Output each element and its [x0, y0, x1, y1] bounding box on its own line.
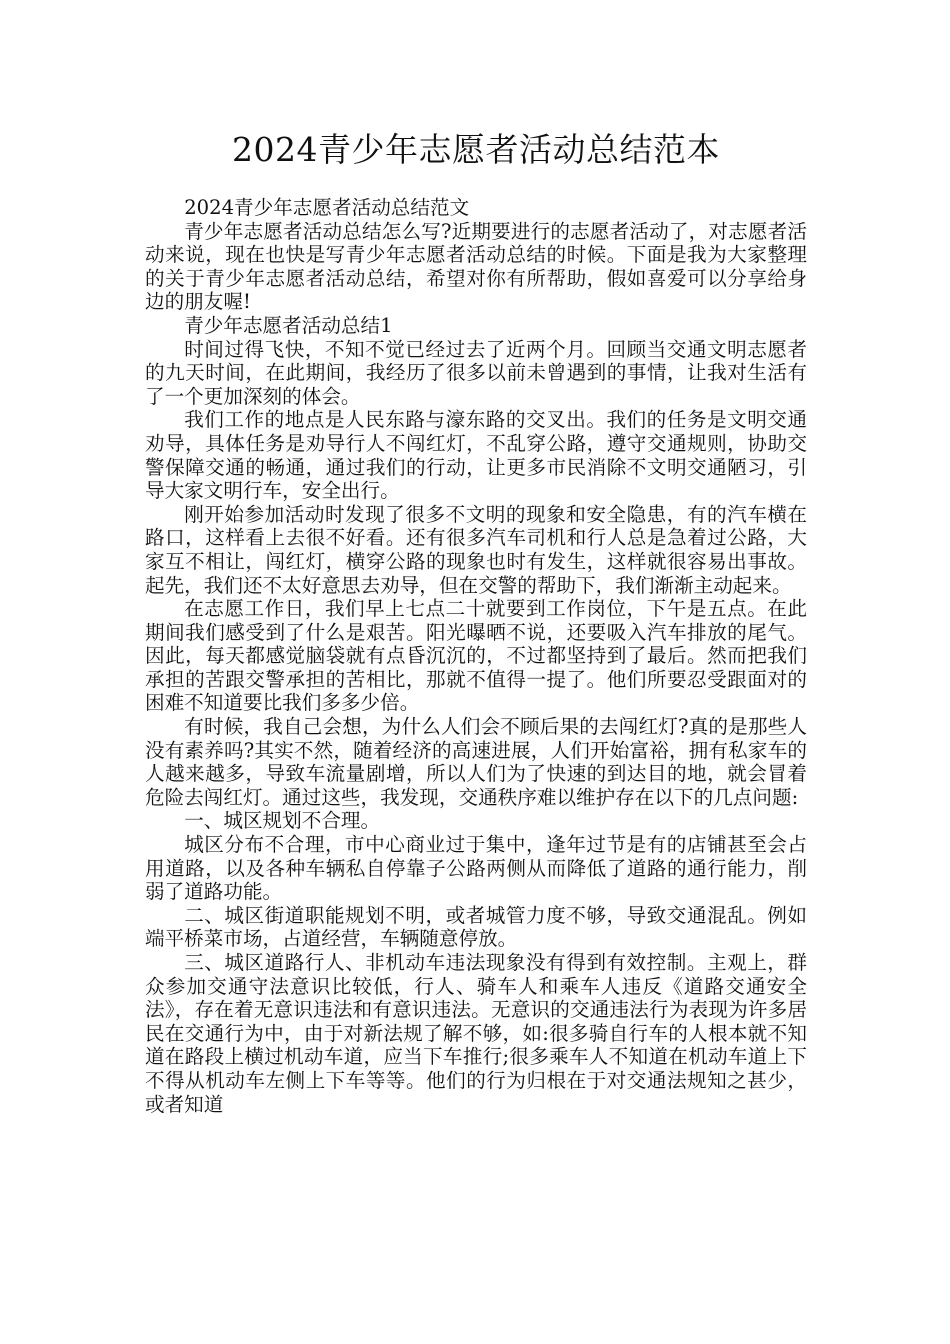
paragraph: 时间过得飞快，不知不觉已经过去了近两个月。回顾当交通文明志愿者的九天时间，在此期间，我经历了很多以前未曾遇到的事情，让我对生活有了一个更加深刻的体会。	[145, 337, 807, 408]
document-body	[145, 196, 807, 1116]
document-page	[145, 128, 807, 1116]
list-heading-1: 一、城区规划不合理。	[184, 809, 381, 833]
paragraph: 我们工作的地点是人民东路与濠东路的交叉出。我们的任务是文明交通劝导，具体任务是劝导行人不闯红灯，不乱穿公路，遵守交通规则，协助交警保障交通的畅通，通过我们的行动，让更多市民消除不文明交通陋习，引导大家文明行车，安全出行。	[145, 408, 807, 503]
paragraph: 在志愿工作日，我们早上七点二十就要到工作岗位，下午是五点。在此期间我们感受到了什么是艰苦。阳光曝晒不说，还要吸入汽车排放的尾气。因此，每天都感觉脑袋就有点昏沉沉的，不过都坚持到了最后。然而把我们承担的苦跟交警承担的苦相比，那就不值得一提了。他们所要忍受跟面对的困难不知道要比我们多多少倍。	[145, 597, 807, 715]
list-heading-3: 三、城区道路行人、非机动车违法现象没有得到有效控制。主观上，群众参加交通守法意识比较低，行人、骑车人和乘车人违反《道路交通安全法》，存在着无意识违法和有意识违法。无意识的交通违法行为表现为许多居民在交通行为中，由于对新法规了解不够，如:很多骑自行车的人根本就不知道在路段上横过机动车道，应当下车推行;很多乘车人不知道在机动车道上下不得从机动车左侧上下车等等。他们的行为归根在于对交通法规知之甚少，或者知道	[145, 951, 807, 1116]
paragraph-intro: 青少年志愿者活动总结怎么写?近期要进行的志愿者活动了，对志愿者活动来说，现在也快是写青少年志愿者活动总结的时候。下面是我为大家整理的关于青少年志愿者活动总结，希望对你有所帮助，假如喜爱可以分享给身边的朋友喔!	[145, 219, 807, 314]
paragraph-subtitle: 2024青少年志愿者活动总结范文	[184, 196, 470, 219]
paragraph: 刚开始参加活动时发现了很多不文明的现象和安全隐患，有的汽车横在路口，这样看上去很不好看。还有很多汽车司机和行人总是急着过公路，大家互不相让，闯红灯，横穿公路的现象也时有发生，这样就很容易出事故。起先，我们还不太好意思去劝导，但在交警的帮助下，我们渐渐主动起来。	[145, 502, 807, 597]
paragraph: 有时候，我自己会想，为什么人们会不顾后果的去闯红灯?真的是那些人没有素养吗?其实不然，随着经济的高速进展，人们开始富裕，拥有私家车的人越来越多，导致车流量剧增，所以人们为了快速的到达目的地，就会冒着危险去闯红灯。通过这些，我发现，交通秩序难以维护存在以下的几点问题:	[145, 715, 807, 809]
section-heading-1: 青少年志愿者活动总结1	[184, 313, 393, 337]
paragraph: 城区分布不合理，市中心商业过于集中，逢年过节是有的店铺甚至会占用道路，以及各种车辆私自停靠子公路两侧从而降低了道路的通行能力，削弱了道路功能。	[145, 833, 807, 904]
document-title: 2024青少年志愿者活动总结范本	[232, 130, 720, 169]
list-heading-2: 二、城区街道职能规划不明，或者城管力度不够，导致交通混乱。例如端平桥菜市场，占道经营，车辆随意停放。	[145, 903, 807, 951]
